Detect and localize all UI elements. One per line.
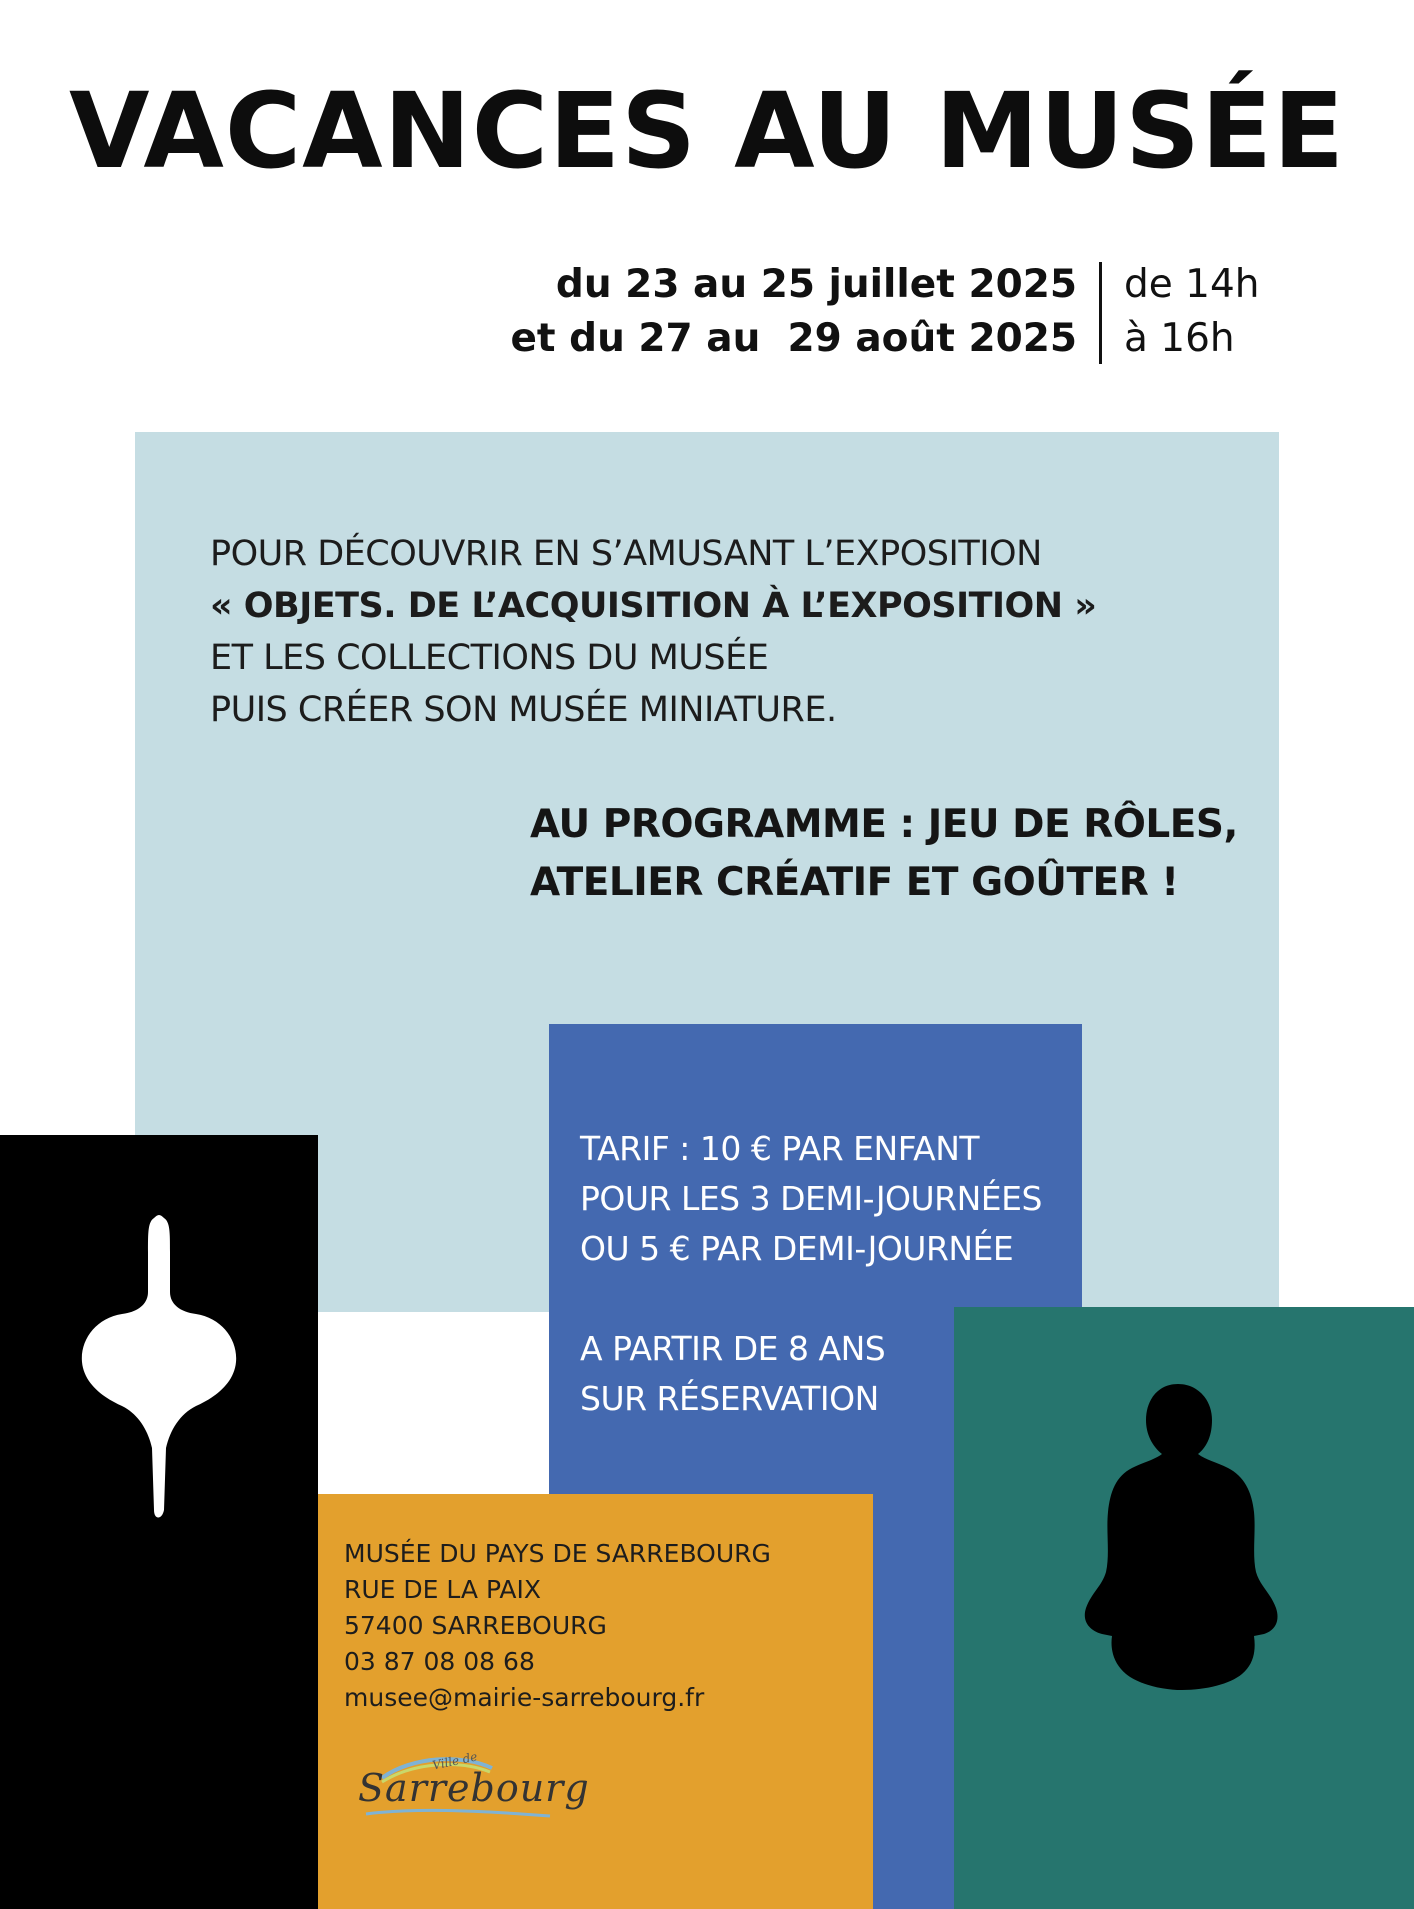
spindle-figure-icon xyxy=(78,1212,240,1524)
tarif-line-3: OU 5 € PAR DEMI-JOURNÉE xyxy=(580,1229,1014,1268)
hours-end: à 16h xyxy=(1124,316,1235,361)
phone: 03 87 08 08 68 xyxy=(344,1647,535,1676)
dates-line-1: du 23 au 25 juillet 2025 xyxy=(555,262,1077,307)
programme-line-2: ATELIER CRÉATIF ET GOÛTER ! xyxy=(530,860,1179,905)
seated-figure-silhouette-icon xyxy=(1082,1382,1280,1698)
age-line: A PARTIR DE 8 ANS xyxy=(580,1329,886,1368)
tarif-line-1: TARIF : 10 € PAR ENFANT xyxy=(580,1129,980,1168)
dates-divider xyxy=(1099,262,1102,364)
sarrebourg-logo xyxy=(352,1749,590,1824)
hours-block xyxy=(1124,258,1260,366)
city: 57400 SARREBOURG xyxy=(344,1611,607,1640)
dates-block xyxy=(510,258,1077,366)
tarif-line-2: POUR LES 3 DEMI-JOURNÉES xyxy=(580,1179,1042,1218)
street: RUE DE LA PAIX xyxy=(344,1575,542,1604)
intro-text xyxy=(210,528,1096,736)
email[interactable]: musee@mairie-sarrebourg.fr xyxy=(344,1683,705,1712)
programme-text xyxy=(530,796,1238,912)
museum-name: MUSÉE DU PAYS DE SARREBOURG xyxy=(344,1539,771,1568)
hours-start: de 14h xyxy=(1124,262,1260,307)
intro-line-1: POUR DÉCOUVRIR EN S’AMUSANT L’EXPOSITION xyxy=(210,534,1042,574)
intro-line-4: PUIS CRÉER SON MUSÉE MINIATURE. xyxy=(210,690,837,730)
address-block xyxy=(344,1536,771,1716)
exhibition-title: « OBJETS. DE L’ACQUISITION À L’EXPOSITION » xyxy=(210,586,1097,626)
reservation-line: SUR RÉSERVATION xyxy=(580,1379,879,1418)
programme-line-1: AU PROGRAMME : JEU DE RÔLES, xyxy=(530,802,1238,847)
page-title: VACANCES AU MUSÉE xyxy=(68,70,1346,192)
logo-name-text: Sarrebourg xyxy=(358,1766,590,1810)
intro-line-3: ET LES COLLECTIONS DU MUSÉE xyxy=(210,638,769,678)
dates-line-2: et du 27 au 29 août 2025 xyxy=(510,316,1077,361)
logo-small-text: Ville de xyxy=(431,1749,479,1773)
